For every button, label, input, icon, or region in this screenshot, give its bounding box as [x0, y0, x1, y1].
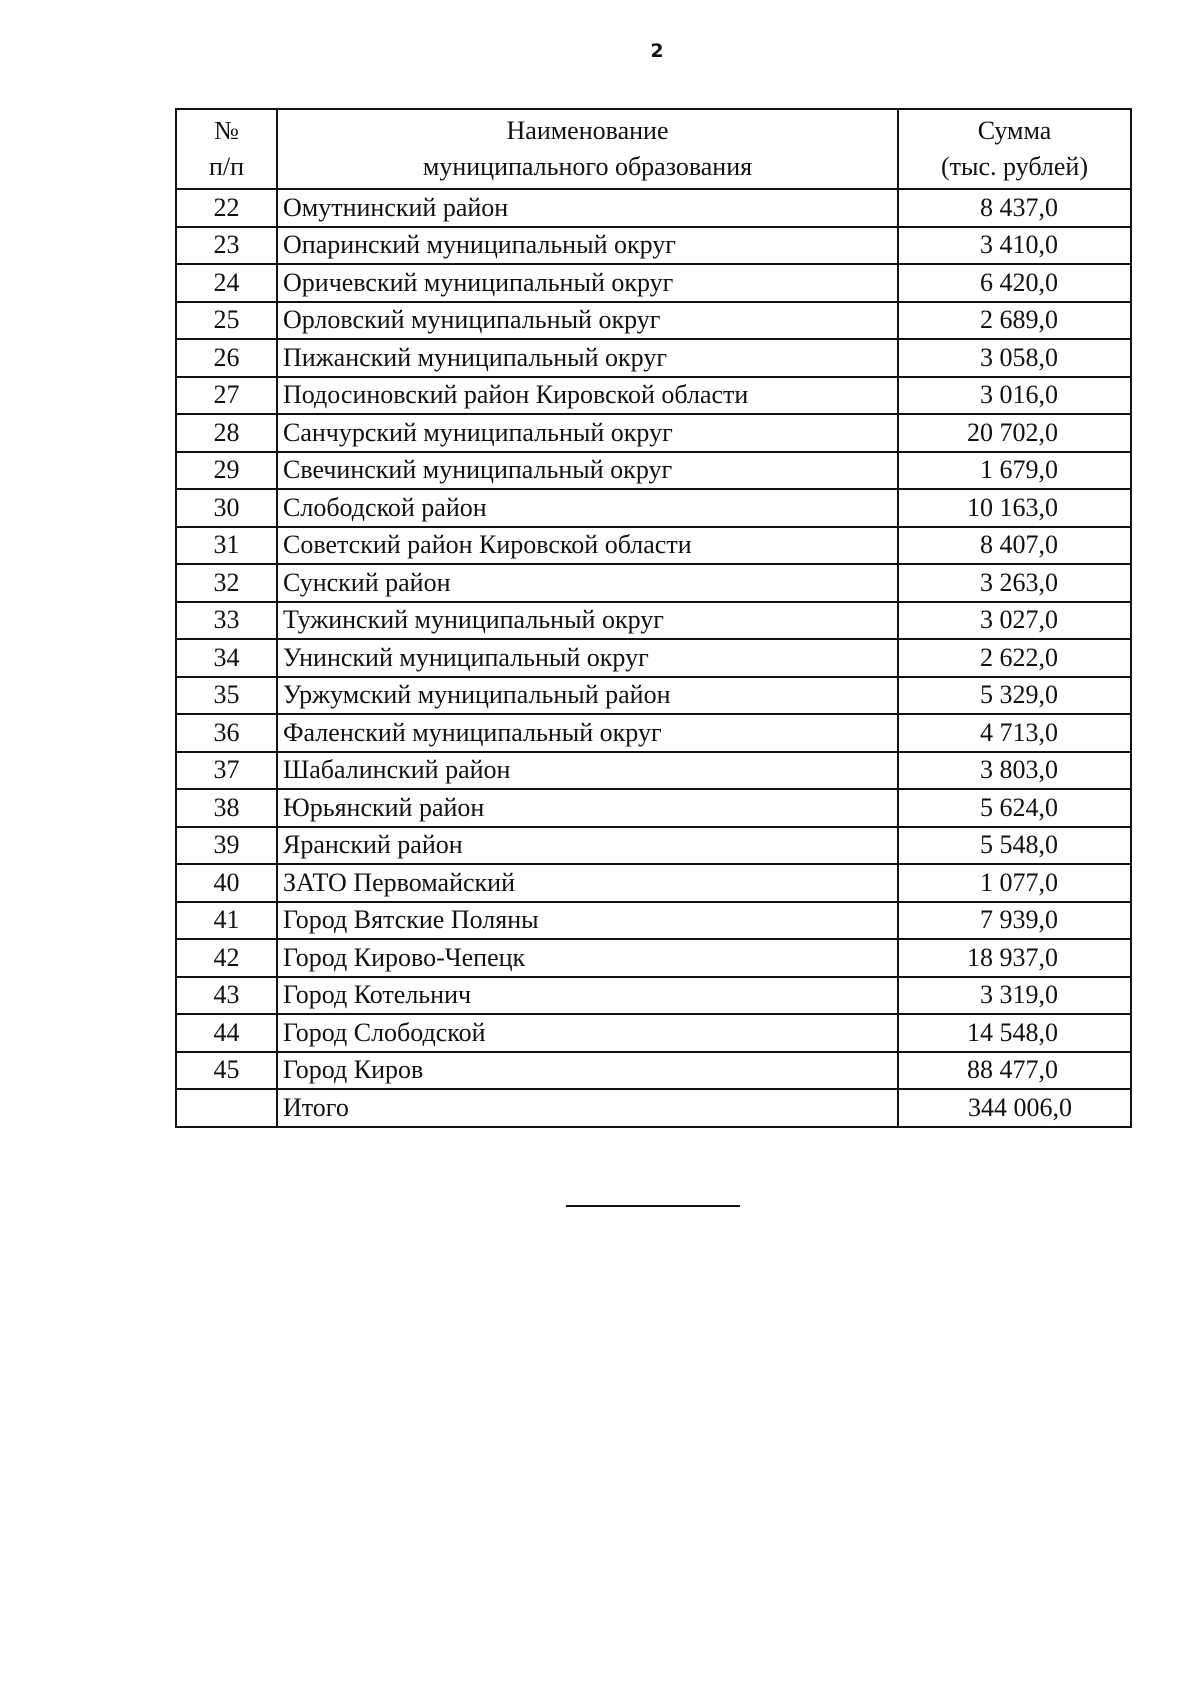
row-name: Яранский район [277, 827, 898, 865]
row-number: 43 [176, 977, 277, 1015]
row-number: 36 [176, 714, 277, 752]
row-number: 26 [176, 339, 277, 377]
row-name: Город Котельнич [277, 977, 898, 1015]
row-sum: 8 437,0 [898, 189, 1131, 227]
table-row [176, 227, 1131, 265]
row-sum: 5 548,0 [898, 827, 1131, 865]
row-sum: 1 077,0 [898, 864, 1131, 902]
row-name: Санчурский муниципальный округ [277, 414, 898, 452]
header-name-line2: муниципального образования [422, 152, 753, 181]
row-name: Город Кирово-Чепецк [277, 939, 898, 977]
row-name: Фаленский муниципальный округ [277, 714, 898, 752]
header-name [277, 109, 898, 189]
row-number: 34 [176, 639, 277, 677]
row-number: 24 [176, 264, 277, 302]
table-row [176, 714, 1131, 752]
row-sum: 20 702,0 [898, 414, 1131, 452]
row-name: Шабалинский район [277, 752, 898, 790]
row-number: 31 [176, 527, 277, 565]
row-name: Юрьянский район [277, 789, 898, 827]
table-row [176, 864, 1131, 902]
row-name: Пижанский муниципальный округ [277, 339, 898, 377]
page-number: 2 [650, 40, 664, 62]
row-sum: 8 407,0 [898, 527, 1131, 565]
row-sum: 3 263,0 [898, 564, 1131, 602]
row-sum: 7 939,0 [898, 902, 1131, 940]
row-name: Город Слободской [277, 1014, 898, 1052]
row-name: Свечинский муниципальный округ [277, 452, 898, 490]
row-sum: 88 477,0 [898, 1052, 1131, 1090]
row-name: Орловский муниципальный округ [277, 302, 898, 340]
row-sum: 10 163,0 [898, 489, 1131, 527]
row-sum: 5 624,0 [898, 789, 1131, 827]
row-sum: 3 803,0 [898, 752, 1131, 790]
row-number: 23 [176, 227, 277, 265]
table-header-row [176, 109, 1131, 189]
row-number: 25 [176, 302, 277, 340]
table-row [176, 414, 1131, 452]
table-row [176, 789, 1131, 827]
row-number: 39 [176, 827, 277, 865]
table-body [176, 189, 1131, 1127]
total-row [176, 1089, 1131, 1127]
table-row [176, 677, 1131, 715]
row-sum: 4 713,0 [898, 714, 1131, 752]
table-row [176, 752, 1131, 790]
table-row [176, 264, 1131, 302]
row-number: 40 [176, 864, 277, 902]
table-row [176, 377, 1131, 415]
row-sum: 1 679,0 [898, 452, 1131, 490]
row-sum: 2 622,0 [898, 639, 1131, 677]
row-name: Уржумский муниципальный район [277, 677, 898, 715]
header-sum-line1: Сумма [977, 116, 1052, 145]
row-name: Опаринский муниципальный округ [277, 227, 898, 265]
row-number: 22 [176, 189, 277, 227]
header-number [176, 109, 277, 189]
table-row [176, 527, 1131, 565]
row-name: Город Киров [277, 1052, 898, 1090]
table-row [176, 564, 1131, 602]
row-number: 42 [176, 939, 277, 977]
row-number: 37 [176, 752, 277, 790]
row-sum: 14 548,0 [898, 1014, 1131, 1052]
table-row [176, 452, 1131, 490]
row-number: 27 [176, 377, 277, 415]
row-sum: 3 410,0 [898, 227, 1131, 265]
row-name: Подосиновский район Кировской области [277, 377, 898, 415]
header-sum-line2: (тыс. рублей) [940, 152, 1088, 181]
row-number: 38 [176, 789, 277, 827]
row-number: 33 [176, 602, 277, 640]
row-number: 30 [176, 489, 277, 527]
row-sum: 5 329,0 [898, 677, 1131, 715]
table-row [176, 189, 1131, 227]
table-row [176, 902, 1131, 940]
table-row [176, 302, 1131, 340]
row-name: Сунский район [277, 564, 898, 602]
header-sum [898, 109, 1131, 189]
table-row [176, 602, 1131, 640]
header-name-line1: Наименование [506, 116, 669, 145]
table-row [176, 977, 1131, 1015]
row-sum: 2 689,0 [898, 302, 1131, 340]
row-sum: 3 058,0 [898, 339, 1131, 377]
row-number: 45 [176, 1052, 277, 1090]
row-sum: 3 027,0 [898, 602, 1131, 640]
total-label: Итого [277, 1089, 898, 1127]
row-name: Советский район Кировской области [277, 527, 898, 565]
row-number: 41 [176, 902, 277, 940]
row-name: Унинский муниципальный округ [277, 639, 898, 677]
row-name: Город Вятские Поляны [277, 902, 898, 940]
row-number: 35 [176, 677, 277, 715]
header-number-line1: № [214, 116, 239, 145]
row-name: Слободской район [277, 489, 898, 527]
row-sum: 18 937,0 [898, 939, 1131, 977]
row-sum: 3 319,0 [898, 977, 1131, 1015]
row-number: 29 [176, 452, 277, 490]
row-sum: 3 016,0 [898, 377, 1131, 415]
row-name: Омутнинский район [277, 189, 898, 227]
row-number: 28 [176, 414, 277, 452]
row-name: Тужинский муниципальный округ [277, 602, 898, 640]
table-row [176, 639, 1131, 677]
table-row [176, 939, 1131, 977]
allocation-table [175, 108, 1132, 1128]
row-name: ЗАТО Первомайский [277, 864, 898, 902]
total-sum: 344 006,0 [898, 1089, 1131, 1127]
end-divider-line [566, 1205, 740, 1207]
table-row [176, 1014, 1131, 1052]
row-sum: 6 420,0 [898, 264, 1131, 302]
row-number: 32 [176, 564, 277, 602]
row-number: 44 [176, 1014, 277, 1052]
table-row [176, 827, 1131, 865]
header-number-line2: п/п [208, 152, 245, 181]
table-row [176, 339, 1131, 377]
table-row [176, 1052, 1131, 1090]
row-name: Оричевский муниципальный округ [277, 264, 898, 302]
table-row [176, 489, 1131, 527]
total-number-cell [176, 1089, 277, 1127]
